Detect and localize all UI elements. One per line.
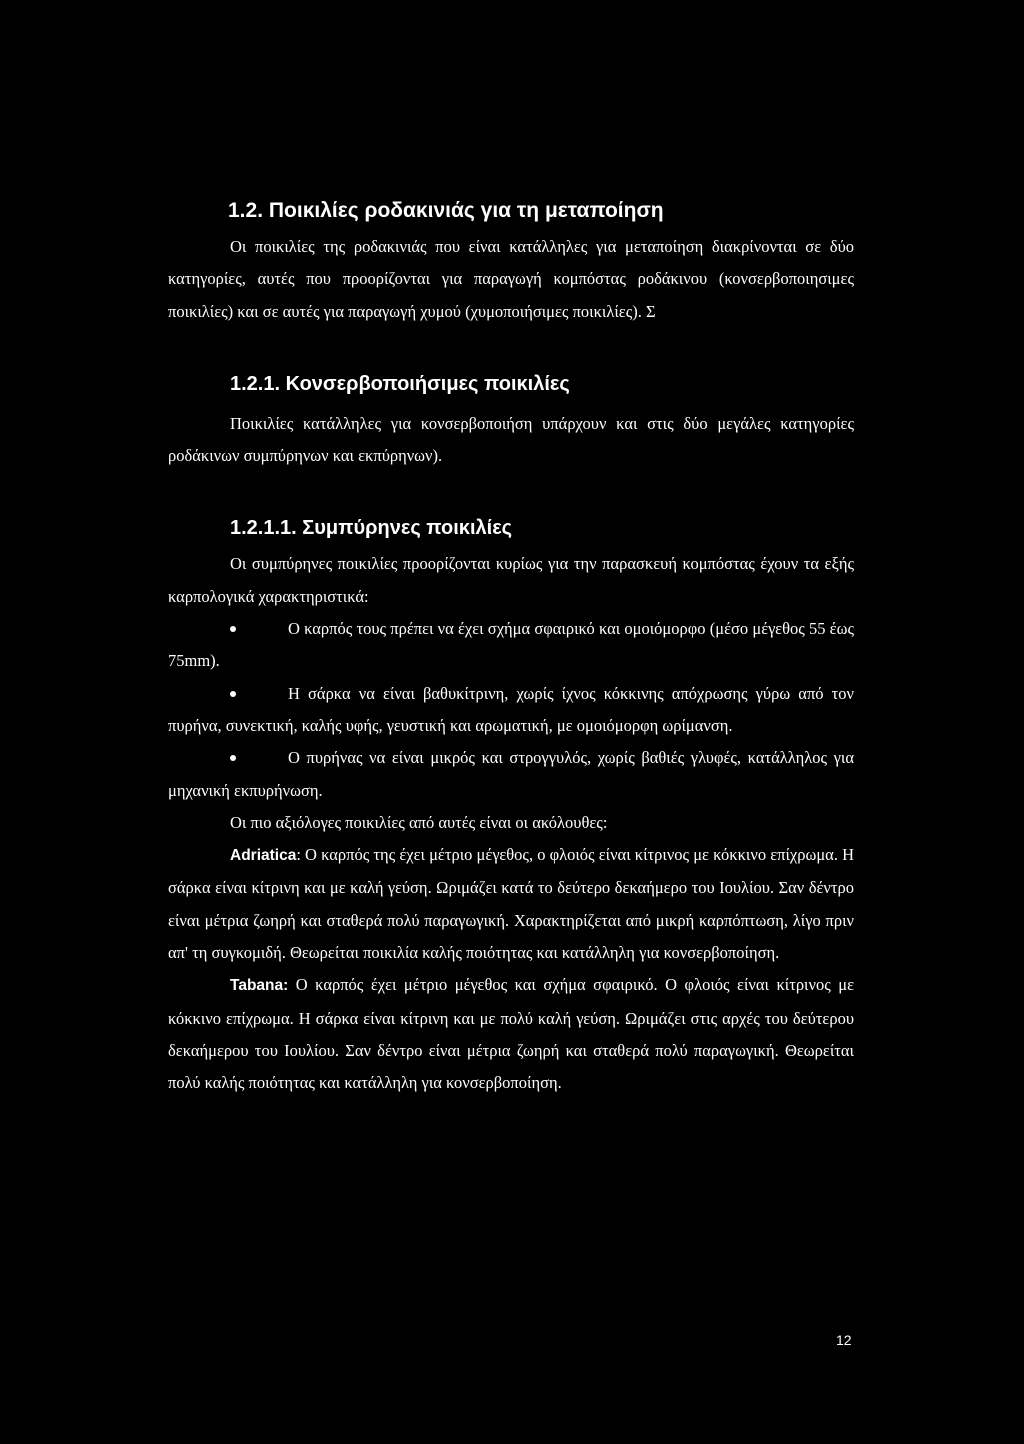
variety-paragraph-tabana	[168, 969, 854, 1099]
section-heading-1-2-1-1: 1.2.1.1. Συμπύρηνες ποικιλίες	[230, 517, 513, 540]
bullet-icon	[230, 691, 236, 697]
section-heading-1-2-1: 1.2.1. Κονσερβοποιήσιμες ποικιλίες	[230, 372, 570, 395]
bullet-text: Ο καρπός τους πρέπει να έχει σχήμα σφαιρικό και ομοιόμορφο (μέσο μέγεθος 55 έως 75mm).	[168, 619, 854, 671]
bullet-item	[168, 613, 854, 678]
section-heading-1-2: 1.2. Ποικιλίες ροδακινιάς για τη μεταποίηση	[228, 199, 664, 222]
bullet-icon	[230, 626, 236, 632]
section-1-2-1-1-intro: Οι συμπύρηνες ποικιλίες προορίζονται κυρίως για την παρασκευή κομπόστας έχουν τα εξής καρπολογικά χαρακτηριστικά:	[168, 554, 854, 606]
bullet-text: Ο πυρήνας να είναι μικρός και στρογγυλός, χωρίς βαθιές γλυφές, κατάλληλος για μηχανική εκπυρήνωση.	[168, 748, 854, 800]
variety-name: Tabana:	[230, 977, 289, 995]
section-1-2-1-paragraph: Ποικιλίες κατάλληλες για κονσερβοποιήση υπάρχουν και στις δύο μεγάλες κατηγορίες ροδάκινων συμπύρηνων και εκπύρηνων).	[168, 413, 854, 466]
bullet-icon	[230, 755, 236, 761]
section-1-2-paragraph: Οι ποικιλίες της ροδακινιάς που είναι κατάλληλες για μεταποίηση διακρίνονται σε δύο κατηγορίες, αυτές που προορίζονται για παραγωγή κομπόστας ροδάκινου (κονσερβοποιησιμες ποικιλίες) και σε αυτές για παραγωγή χυμού (χυμοποιήσιμες ποικιλίες). Σ	[168, 237, 854, 321]
bullet-item	[168, 678, 854, 743]
variety-paragraph-adriatica	[168, 839, 854, 969]
variety-description: Ο καρπός έχει μέτριο μέγεθος και σχήμα σφαιρικό. Ο φλοιός είναι κίτρινος με κόκκινο επίχρωμα. Η σάρκα είναι κίτρινη και με πολύ καλή γεύση. Ωριμάζει στις αρχές του δεύτερου δεκαήμερου του Ιουλίου. Σαν δέντρο είναι μέτρια ζωηρή και σταθερά πολύ παραγωγική. Θεωρείται πολύ καλής ποιότητας και κατάλληλη για κονσερβοποίηση.	[168, 975, 854, 1093]
variety-name: Adriatica	[230, 847, 297, 865]
document-page	[168, 195, 854, 1100]
variety-description: : Ο καρπός της έχει μέτριο μέγεθος, ο φλοιός είναι κίτρινος με κόκκινο επίχρωμα. Η σάρκα είναι κίτρινη και με καλή γεύση. Ωριμάζει κατά το δεύτερο δεκαήμερο του Ιουλίου. Σαν δέντρο είναι μέτρια ζωηρή και σταθερά πολύ παραγωγική. Χαρακτηρίζεται από μικρή καρπόπτωση, λίγο πριν απ' τη συγκομιδή. Θεωρείται ποικιλία καλής ποιότητας και κατάλληλη για κονσερβοποίηση.	[168, 845, 854, 963]
varieties-intro: Οι πιο αξιόλογες ποικιλίες από αυτές είναι οι ακόλουθες:	[230, 812, 608, 832]
page-number: 12	[836, 1332, 852, 1348]
bullet-item	[168, 742, 854, 807]
bullet-text: Η σάρκα να είναι βαθυκίτρινη, χωρίς ίχνος κόκκινης απόχρωσης γύρω από τον πυρήνα, συνεκτική, καλής υφής, γευστική και αρωματική, με ομοιόμορφη ωρίμανση.	[168, 683, 854, 735]
characteristics-bullet-list	[168, 613, 854, 807]
